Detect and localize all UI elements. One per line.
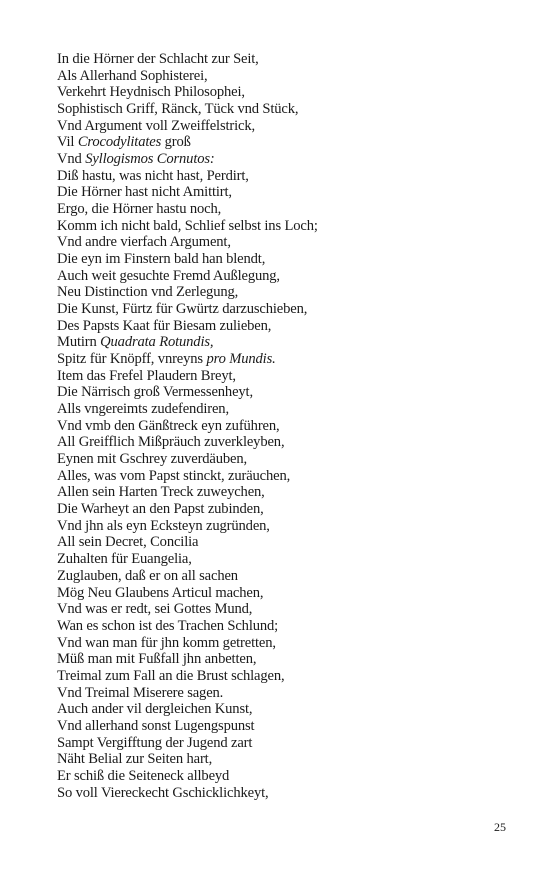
- poem-line: [57, 184, 517, 201]
- text-segment: Auch ander vil dergleichen Kunst,: [57, 701, 253, 718]
- poem-line: [57, 368, 517, 385]
- poem-line: [57, 384, 517, 401]
- poem-line: [57, 151, 517, 168]
- poem-line: [57, 718, 517, 735]
- poem-line: [57, 785, 517, 802]
- poem-line: [57, 401, 517, 418]
- text-segment: Neu Distinction vnd Zerlegung,: [57, 284, 239, 301]
- poem-line: [57, 668, 517, 685]
- poem-line: [57, 635, 517, 652]
- page-number: 25: [494, 820, 506, 834]
- poem-line: [57, 51, 517, 68]
- text-segment: Näht Belial zur Seiten hart,: [57, 751, 213, 768]
- italic-segment: Crocodylitates: [77, 134, 162, 151]
- text-segment: Wan es schon ist des Trachen Schlund;: [57, 617, 279, 634]
- poem-line: [57, 84, 517, 101]
- text-segment: Komm ich nicht bald, Schlief selbst ins Loch;: [57, 217, 318, 234]
- text-segment: Diß hastu, was nicht hast, Perdirt,: [57, 167, 249, 184]
- poem-line: [57, 585, 517, 602]
- text-segment: Sampt Vergifftung der Jugend zart: [57, 734, 253, 751]
- text-segment: Vnd wan man für jhn komm getretten,: [57, 634, 276, 651]
- poem-line: [57, 651, 517, 668]
- poem-line: [57, 234, 517, 251]
- poem-line: [57, 451, 517, 468]
- poem-line: [57, 301, 517, 318]
- text-segment: Vnd was er redt, sei Gottes Mund,: [57, 601, 253, 618]
- poem-line: [57, 334, 517, 351]
- text-segment: Die Warheyt an den Papst zubinden,: [57, 501, 264, 518]
- text-segment: Vnd vmb den Gänßtreck eyn zuführen,: [57, 417, 280, 434]
- text-segment: Vnd andre vierfach Argument,: [57, 234, 231, 251]
- text-segment: Die Kunst, Fürtz für Gwürtz darzuschieben,: [57, 301, 308, 318]
- text-segment: Die Hörner hast nicht Amittirt,: [57, 184, 232, 201]
- text-segment: All sein Decret, Concilia: [57, 534, 199, 551]
- poem-line: [57, 484, 517, 501]
- text-segment: Mög Neu Glaubens Articul machen,: [57, 584, 264, 601]
- text-segment: Spitz für Knöpff, vnreyns: [57, 351, 207, 368]
- poem-line: [57, 601, 517, 618]
- text-segment: Müß man mit Fußfall jhn anbetten,: [57, 651, 257, 668]
- text-segment: In die Hörner der Schlacht zur Seit,: [57, 51, 259, 67]
- poem-line: [57, 101, 517, 118]
- poem-line: [57, 318, 517, 335]
- text-segment: Vnd jhn als eyn Ecksteyn zugründen,: [57, 517, 270, 534]
- text-segment: Er schiß die Seiteneck allbeyd: [57, 767, 230, 784]
- poem-text: [57, 51, 517, 801]
- text-segment: So voll Viereckecht Gschicklichkeyt,: [57, 784, 269, 801]
- text-segment: Vnd allerhand sonst Lugengspunst: [57, 717, 255, 734]
- text-segment: All Greifflich Mißpräuch zuverkleyben,: [57, 434, 285, 451]
- text-segment: Die eyn im Finstern bald han blendt,: [57, 251, 266, 268]
- text-segment: Vnd Treimal Miserere sagen.: [57, 684, 224, 701]
- text-segment: groß: [161, 134, 191, 151]
- text-segment: Sophistisch Griff, Ränck, Tück vnd Stück,: [57, 101, 299, 118]
- text-segment: Verkehrt Heydnisch Philosophei,: [57, 84, 245, 101]
- poem-line: [57, 118, 517, 135]
- poem-line: [57, 568, 517, 585]
- text-segment: Des Papsts Kaat für Biesam zulieben,: [57, 317, 272, 334]
- text-segment: Auch weit gesuchte Fremd Außlegung,: [57, 267, 280, 284]
- italic-segment: Quadrata Rotundis,: [100, 334, 214, 351]
- poem-line: [57, 501, 517, 518]
- poem-line: [57, 751, 517, 768]
- poem-line: [57, 168, 517, 185]
- poem-line: [57, 518, 517, 535]
- poem-line: [57, 735, 517, 752]
- poem-line: [57, 534, 517, 551]
- poem-line: [57, 68, 517, 85]
- text-segment: Als Allerhand Sophisterei,: [57, 67, 208, 84]
- poem-line: [57, 685, 517, 702]
- italic-segment: Syllogismos Cornutos:: [85, 151, 215, 168]
- poem-line: [57, 418, 517, 435]
- text-segment: Vnd Argument voll Zweiffelstrick,: [57, 117, 255, 134]
- text-segment: Vnd: [57, 151, 86, 168]
- text-segment: Alls vngereimts zudefendiren,: [57, 401, 229, 418]
- poem-line: [57, 284, 517, 301]
- poem-line: [57, 251, 517, 268]
- poem-line: [57, 218, 517, 235]
- poem-line: [57, 268, 517, 285]
- text-segment: Die Närrisch groß Vermessenheyt,: [57, 384, 253, 401]
- text-segment: Ergo, die Hörner hastu noch,: [57, 201, 222, 218]
- text-segment: Vil: [57, 134, 78, 151]
- text-segment: Zuglauben, daß er on all sachen: [57, 567, 238, 584]
- text-segment: Eynen mit Gschrey zuverdäuben,: [57, 451, 248, 468]
- poem-line: [57, 701, 517, 718]
- poem-line: [57, 201, 517, 218]
- poem-line: [57, 351, 517, 368]
- italic-segment: pro Mundis.: [206, 351, 276, 368]
- poem-line: [57, 134, 517, 151]
- poem-line: [57, 768, 517, 785]
- text-segment: Item das Frefel Plaudern Breyt,: [57, 367, 236, 384]
- poem-line: [57, 434, 517, 451]
- text-segment: Treimal zum Fall an die Brust schlagen,: [57, 667, 285, 684]
- text-segment: Allen sein Harten Treck zuweychen,: [57, 484, 265, 501]
- text-segment: Alles, was vom Papst stinckt, zuräuchen,: [57, 467, 291, 484]
- poem-line: [57, 468, 517, 485]
- poem-line: [57, 551, 517, 568]
- poem-line: [57, 618, 517, 635]
- text-segment: Zuhalten für Euangelia,: [57, 551, 192, 568]
- text-segment: Mutirn: [57, 334, 101, 351]
